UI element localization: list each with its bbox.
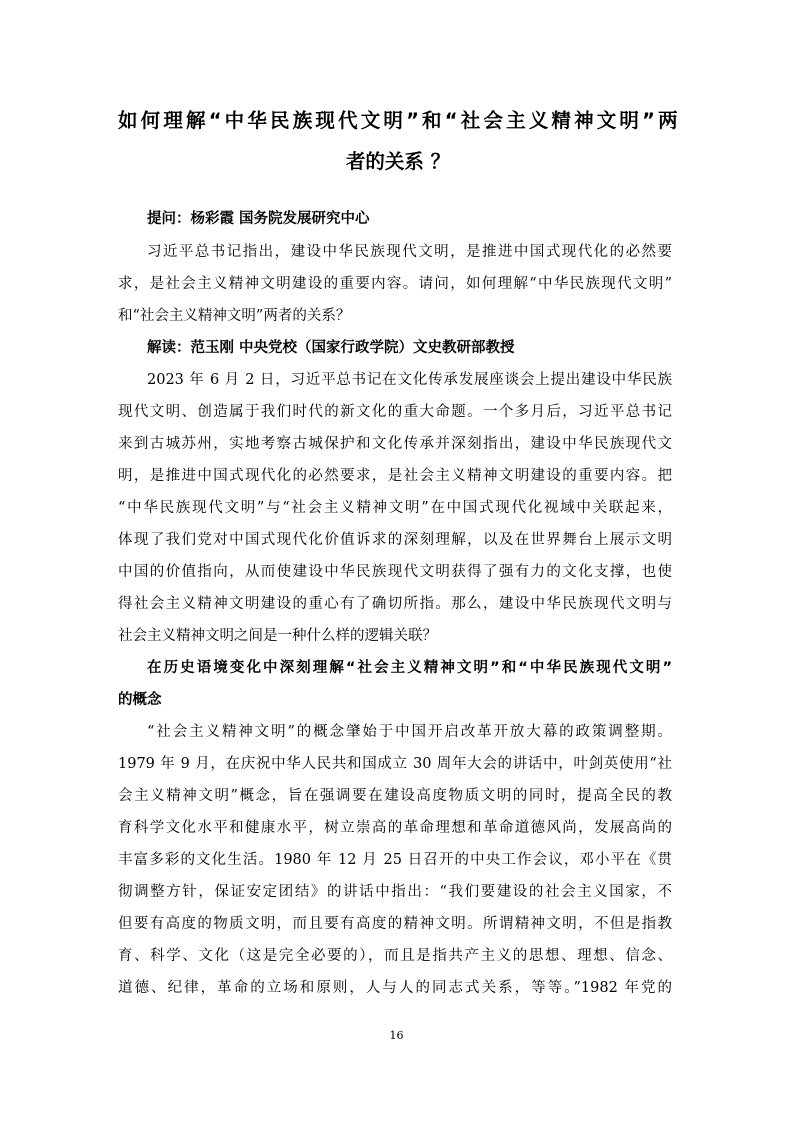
section-paragraph-line: 会主义精神文明”概念，旨在强调要在建设高度物质文明的同时，提高全民的教 [118, 788, 672, 804]
document-title-line-1: 如何理解“中华民族现代文明”和“社会主义精神文明”两 [118, 109, 678, 132]
question-paragraph-line: 习近平总书记指出，建设中华民族现代文明，是推进中国式现代化的必然要 [147, 244, 672, 260]
question-paragraph-line: 求，是社会主义精神文明建设的重要内容。请问，如何理解“中华民族现代文明” [118, 276, 672, 292]
answer-paragraph-line: “中华民族现代文明”与“社会主义精神文明”在中国式现代化视域中关联起来， [118, 500, 672, 516]
answer-paragraph-line: 社会主义精神文明之间是一种什么样的逻辑关联？ [118, 628, 437, 644]
section-paragraph-line: “社会主义精神文明”的概念肇始于中国开启改革开放大幕的政策调整期。 [147, 724, 672, 740]
answer-paragraph-line: 中国的价值指向，从而使建设中华民族现代文明获得了强有力的文化支撑，也使 [118, 564, 672, 580]
section-paragraph-line: 育科学文化水平和健康水平，树立崇高的革命理想和革命道德风尚，发展高尚的 [118, 820, 672, 836]
section-paragraph-line: 1979 年 9 月，在庆祝中华人民共和国成立 30 周年大会的讲话中，叶剑英使用“社 [118, 756, 672, 772]
section-paragraph-line: 育、科学、文化（这是完全必要的），而且是指共产主义的思想、理想、信念、 [118, 948, 672, 964]
answer-paragraph-line: 来到古城苏州，实地考察古城保护和文化传承并深刻指出，建设中华民族现代文 [118, 436, 672, 452]
section-paragraph-line: 但要有高度的物质文明，而且要有高度的精神文明。所谓精神文明，不但是指教 [118, 916, 672, 932]
section-paragraph-line: 丰富多彩的文化生活。1980 年 12 月 25 日召开的中央工作会议，邓小平在《贯 [118, 852, 672, 868]
answer-paragraph-line: 现代文明、创造属于我们时代的新文化的重大命题。一个多月后，习近平总书记 [118, 404, 672, 420]
answer-paragraph-line: 2023 年 6 月 2 日，习近平总书记在文化传承发展座谈会上提出建设中华民族 [147, 372, 672, 388]
section-heading-line-1: 在历史语境变化中深刻理解“社会主义精神文明”和“中华民族现代文明” [147, 660, 672, 676]
page-number: 16 [389, 1029, 404, 1042]
answer-heading: 解读：范玉刚 中央党校（国家行政学院）文史教研部教授 [147, 340, 515, 356]
question-paragraph-line: 和“社会主义精神文明”两者的关系？ [118, 308, 351, 324]
document-title-line-2: 者的关系 ？ [345, 150, 451, 173]
answer-paragraph-line: 明，是推进中国式现代化的必然要求，是社会主义精神文明建设的重要内容。把 [118, 468, 672, 484]
section-heading-line-2: 的概念 [118, 692, 162, 708]
section-paragraph-line: 彻调整方针，保证安定团结》的讲话中指出：“我们要建设的社会主义国家，不 [118, 884, 672, 900]
question-heading: 提问：杨彩霞 国务院发展研究中心 [147, 211, 370, 227]
answer-paragraph-line: 得社会主义精神文明建设的重心有了确切所指。那么，建设中华民族现代文明与 [118, 596, 672, 612]
section-paragraph-line: 道德、纪律，革命的立场和原则，人与人的同志式关系，等等。”1982 年党的 [118, 980, 672, 996]
answer-paragraph-line: 体现了我们党对中国式现代化价值诉求的深刻理解，以及在世界舞台上展示文明 [118, 532, 672, 548]
